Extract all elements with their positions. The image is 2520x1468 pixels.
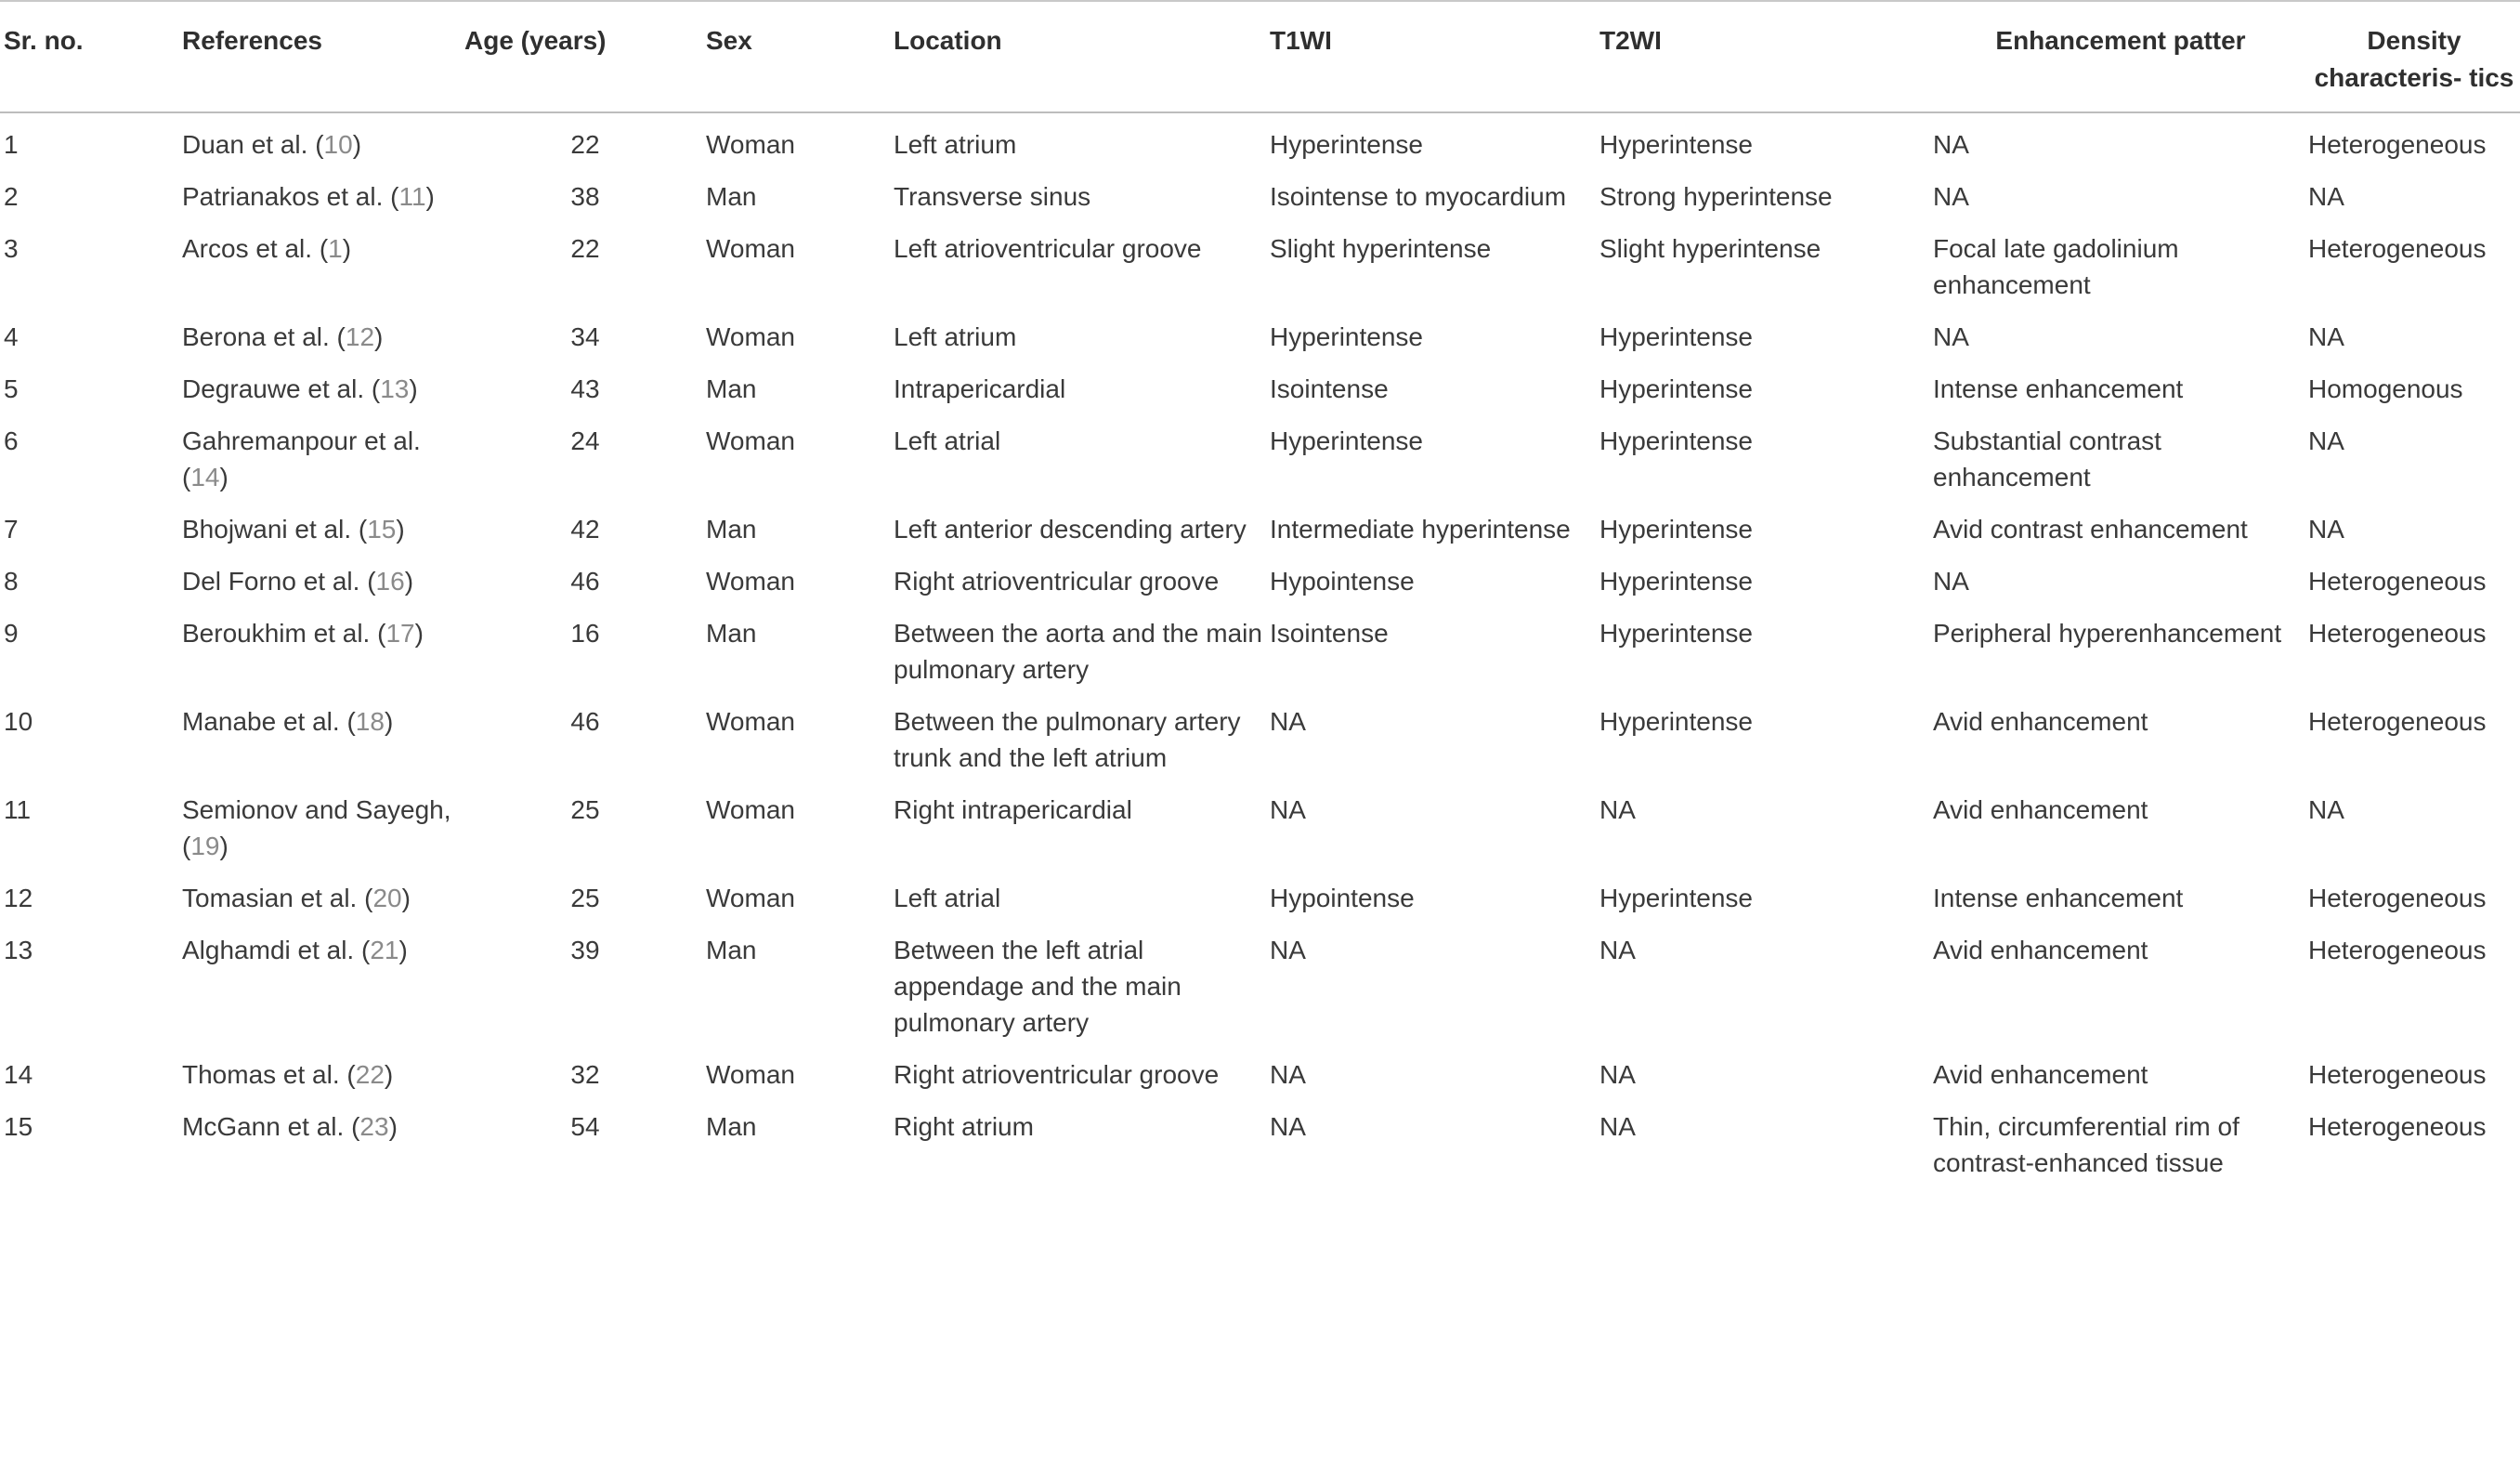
- reference-author: Tomasian et al.: [182, 884, 358, 912]
- header-age: Age (years): [464, 26, 607, 55]
- reference-author: Manabe et al.: [182, 707, 340, 736]
- header-location: Location: [894, 26, 1002, 55]
- header-density: Density characteris- tics: [2314, 26, 2514, 92]
- cell-t1wi: Isointense to myocardium: [1270, 182, 1567, 211]
- cell-age: 43: [570, 374, 600, 403]
- table-row: [0, 504, 2520, 556]
- reference-number-link[interactable]: 16: [375, 567, 405, 596]
- cell-t1wi: NA: [1270, 707, 1306, 736]
- cell-sr-no: 15: [4, 1112, 33, 1141]
- table-row: [0, 112, 2520, 171]
- cell-sex: Man: [706, 619, 757, 648]
- cell-reference: Patrianakos et al. (11): [182, 182, 435, 211]
- cell-age: 16: [570, 619, 600, 648]
- cell-enhancement: Avid enhancement: [1933, 936, 2148, 964]
- cell-age: 25: [570, 795, 600, 824]
- reference-author: Gahremanpour et al.: [182, 426, 421, 455]
- reference-author: Degrauwe et al.: [182, 374, 365, 403]
- cell-reference: Semionov and Sayegh, (19): [182, 795, 451, 860]
- reference-number-link[interactable]: 18: [355, 707, 385, 736]
- cell-sex: Woman: [706, 884, 795, 912]
- reference-author: Bhojwani et al.: [182, 515, 352, 544]
- cell-sr-no: 9: [4, 619, 19, 648]
- reference-author: Semionov and Sayegh,: [182, 795, 451, 824]
- cell-density: Heterogeneous: [2308, 567, 2487, 596]
- cell-enhancement: NA: [1933, 322, 1969, 351]
- cell-t2wi: NA: [1599, 936, 1636, 964]
- cell-t2wi: Strong hyperintense: [1599, 182, 1833, 211]
- reference-number-link[interactable]: 20: [372, 884, 402, 912]
- cell-sr-no: 13: [4, 936, 33, 964]
- cell-enhancement: NA: [1933, 130, 1969, 159]
- cell-t2wi: NA: [1599, 795, 1636, 824]
- cell-sex: Woman: [706, 234, 795, 263]
- cell-enhancement: Avid enhancement: [1933, 795, 2148, 824]
- cell-location: Between the left atrial appendage and the main pulmonary artery: [894, 936, 1182, 1037]
- cell-density: Heterogeneous: [2308, 619, 2487, 648]
- cell-t2wi: Hyperintense: [1599, 130, 1753, 159]
- table-row: [0, 608, 2520, 696]
- reference-author: Berona et al.: [182, 322, 330, 351]
- reference-number-link[interactable]: 12: [345, 322, 375, 351]
- reference-number-link[interactable]: 19: [190, 832, 220, 860]
- cell-location: Transverse sinus: [894, 182, 1091, 211]
- cell-density: NA: [2308, 795, 2344, 824]
- cell-sex: Woman: [706, 426, 795, 455]
- cell-reference: Duan et al. (10): [182, 130, 362, 159]
- cell-sex: Man: [706, 374, 757, 403]
- reference-number-link[interactable]: 22: [355, 1060, 385, 1089]
- cell-t1wi: Isointense: [1270, 374, 1389, 403]
- cell-sr-no: 10: [4, 707, 33, 736]
- reference-number-link[interactable]: 15: [367, 515, 397, 544]
- reference-author: Duan et al.: [182, 130, 308, 159]
- cell-density: Heterogeneous: [2308, 707, 2487, 736]
- cell-sex: Woman: [706, 1060, 795, 1089]
- reference-number-link[interactable]: 13: [380, 374, 410, 403]
- cell-age: 46: [570, 707, 600, 736]
- cell-t1wi: Hypointense: [1270, 884, 1415, 912]
- cell-enhancement: Peripheral hyperenhancement: [1933, 619, 2282, 648]
- cell-age: 22: [570, 234, 600, 263]
- cell-reference: Berona et al. (12): [182, 322, 384, 351]
- cell-sr-no: 7: [4, 515, 19, 544]
- cell-enhancement: Intense enhancement: [1933, 374, 2184, 403]
- table-row: [0, 311, 2520, 363]
- cell-reference: Arcos et al. (1): [182, 234, 352, 263]
- cell-location: Right atrium: [894, 1112, 1034, 1141]
- cell-age: 32: [570, 1060, 600, 1089]
- cell-reference: Gahremanpour et al. (14): [182, 426, 421, 492]
- cell-reference: Manabe et al. (18): [182, 707, 394, 736]
- header-sex: Sex: [706, 26, 752, 55]
- cell-location: Right atrioventricular groove: [894, 567, 1220, 596]
- header-t1wi: T1WI: [1270, 26, 1332, 55]
- cell-location: Right intrapericardial: [894, 795, 1132, 824]
- cell-location: Left atrial: [894, 884, 1001, 912]
- table-row: [0, 872, 2520, 924]
- cell-location: Left atrioventricular groove: [894, 234, 1202, 263]
- cell-t2wi: Hyperintense: [1599, 884, 1753, 912]
- cell-enhancement: Avid contrast enhancement: [1933, 515, 2248, 544]
- reference-number-link[interactable]: 1: [328, 234, 343, 263]
- cell-t2wi: Hyperintense: [1599, 374, 1753, 403]
- cell-density: NA: [2308, 515, 2344, 544]
- cell-density: Homogenous: [2308, 374, 2463, 403]
- reference-number-link[interactable]: 21: [370, 936, 399, 964]
- cell-sex: Woman: [706, 567, 795, 596]
- cell-sex: Woman: [706, 130, 795, 159]
- reference-author: Del Forno et al.: [182, 567, 360, 596]
- cell-sex: Woman: [706, 322, 795, 351]
- cell-t2wi: Hyperintense: [1599, 567, 1753, 596]
- cell-sr-no: 2: [4, 182, 19, 211]
- table-header: [0, 1, 2520, 112]
- reference-author: McGann et al.: [182, 1112, 345, 1141]
- cell-reference: Degrauwe et al. (13): [182, 374, 418, 403]
- cell-density: NA: [2308, 426, 2344, 455]
- reference-author: Alghamdi et al.: [182, 936, 355, 964]
- cell-t1wi: Hypointense: [1270, 567, 1415, 596]
- cell-density: NA: [2308, 322, 2344, 351]
- cell-age: 38: [570, 182, 600, 211]
- header-references: References: [182, 26, 322, 55]
- cell-sr-no: 8: [4, 567, 19, 596]
- cell-t1wi: NA: [1270, 795, 1306, 824]
- cell-enhancement: Focal late gadolinium enhancement: [1933, 234, 2179, 299]
- cell-sr-no: 11: [4, 795, 32, 824]
- cell-t2wi: Hyperintense: [1599, 515, 1753, 544]
- table-row: [0, 556, 2520, 608]
- cell-t2wi: Hyperintense: [1599, 322, 1753, 351]
- cell-enhancement: Avid enhancement: [1933, 1060, 2148, 1089]
- reference-number-link[interactable]: 11: [398, 182, 426, 211]
- cell-sr-no: 12: [4, 884, 33, 912]
- reference-number-link[interactable]: 10: [323, 130, 353, 159]
- cell-t1wi: Intermediate hyperintense: [1270, 515, 1571, 544]
- cell-reference: McGann et al. (23): [182, 1112, 398, 1141]
- cell-t2wi: Hyperintense: [1599, 619, 1753, 648]
- cell-reference: Beroukhim et al. (17): [182, 619, 424, 648]
- cell-sr-no: 4: [4, 322, 19, 351]
- cell-reference: Bhojwani et al. (15): [182, 515, 405, 544]
- cell-age: 54: [570, 1112, 600, 1141]
- cell-enhancement: NA: [1933, 567, 1969, 596]
- cell-t1wi: Hyperintense: [1270, 322, 1423, 351]
- cell-reference: Alghamdi et al. (21): [182, 936, 408, 964]
- cell-age: 25: [570, 884, 600, 912]
- cell-location: Left atrium: [894, 322, 1017, 351]
- cell-t1wi: NA: [1270, 936, 1306, 964]
- cell-age: 24: [570, 426, 600, 455]
- cell-location: Between the aorta and the main pulmonary artery: [894, 619, 1262, 684]
- table-row: [0, 924, 2520, 1049]
- cell-sex: Man: [706, 182, 757, 211]
- cell-t1wi: Isointense: [1270, 619, 1389, 648]
- cell-enhancement: Thin, circumferential rim of contrast-enhanced tissue: [1933, 1112, 2239, 1177]
- cell-location: Between the pulmonary artery trunk and the left atrium: [894, 707, 1241, 772]
- reference-author: Arcos et al.: [182, 234, 313, 263]
- cell-age: 46: [570, 567, 600, 596]
- cell-density: Heterogeneous: [2308, 130, 2487, 159]
- reference-author: Beroukhim et al.: [182, 619, 371, 648]
- cell-location: Left anterior descending artery: [894, 515, 1247, 544]
- cell-sr-no: 3: [4, 234, 19, 263]
- reference-number-link[interactable]: 14: [190, 463, 220, 492]
- table-row: [0, 1049, 2520, 1101]
- cell-sr-no: 14: [4, 1060, 33, 1089]
- cell-sex: Woman: [706, 795, 795, 824]
- cell-enhancement: Substantial contrast enhancement: [1933, 426, 2161, 492]
- table-row: [0, 171, 2520, 223]
- table-row: [0, 696, 2520, 784]
- cell-sex: Man: [706, 515, 757, 544]
- cell-t1wi: Slight hyperintense: [1270, 234, 1492, 263]
- cell-location: Intrapericardial: [894, 374, 1066, 403]
- cell-t2wi: NA: [1599, 1060, 1636, 1089]
- header-row: [0, 1, 2520, 112]
- cell-t1wi: Hyperintense: [1270, 130, 1423, 159]
- cell-density: Heterogeneous: [2308, 1060, 2487, 1089]
- reference-number-link[interactable]: 17: [385, 619, 415, 648]
- table-row: [0, 415, 2520, 504]
- cell-enhancement: NA: [1933, 182, 1969, 211]
- cell-density: Heterogeneous: [2308, 884, 2487, 912]
- cell-t2wi: Slight hyperintense: [1599, 234, 1821, 263]
- header-sr-no: Sr. no.: [4, 26, 84, 55]
- cell-enhancement: Avid enhancement: [1933, 707, 2148, 736]
- cell-sr-no: 5: [4, 374, 19, 403]
- cell-location: Left atrium: [894, 130, 1017, 159]
- cell-t2wi: NA: [1599, 1112, 1636, 1141]
- cell-reference: Tomasian et al. (20): [182, 884, 411, 912]
- header-t2wi: T2WI: [1599, 26, 1662, 55]
- cell-density: Heterogeneous: [2308, 234, 2487, 263]
- table-row: [0, 223, 2520, 311]
- header-enhancement: Enhancement patter: [1995, 26, 2246, 55]
- cell-density: Heterogeneous: [2308, 1112, 2487, 1141]
- cell-t2wi: Hyperintense: [1599, 707, 1753, 736]
- table-row: [0, 784, 2520, 872]
- cell-sex: Man: [706, 1112, 757, 1141]
- cell-t2wi: Hyperintense: [1599, 426, 1753, 455]
- cell-sex: Man: [706, 936, 757, 964]
- cell-sr-no: 1: [4, 130, 19, 159]
- cell-reference: Thomas et al. (22): [182, 1060, 394, 1089]
- cell-t1wi: NA: [1270, 1112, 1306, 1141]
- table-row: [0, 1101, 2520, 1189]
- cell-age: 42: [570, 515, 600, 544]
- cell-sex: Woman: [706, 707, 795, 736]
- cell-t1wi: NA: [1270, 1060, 1306, 1089]
- reference-number-link[interactable]: 23: [359, 1112, 389, 1141]
- table-row: [0, 363, 2520, 415]
- cell-enhancement: Intense enhancement: [1933, 884, 2184, 912]
- cell-age: 22: [570, 130, 600, 159]
- cell-age: 34: [570, 322, 600, 351]
- cell-t1wi: Hyperintense: [1270, 426, 1423, 455]
- cell-location: Right atrioventricular groove: [894, 1060, 1220, 1089]
- reference-author: Patrianakos et al.: [182, 182, 384, 211]
- reference-author: Thomas et al.: [182, 1060, 340, 1089]
- cell-age: 39: [570, 936, 600, 964]
- cell-density: Heterogeneous: [2308, 936, 2487, 964]
- cell-density: NA: [2308, 182, 2344, 211]
- cell-sr-no: 6: [4, 426, 19, 455]
- table-body: [0, 112, 2520, 1189]
- cell-location: Left atrial: [894, 426, 1001, 455]
- cell-reference: Del Forno et al. (16): [182, 567, 414, 596]
